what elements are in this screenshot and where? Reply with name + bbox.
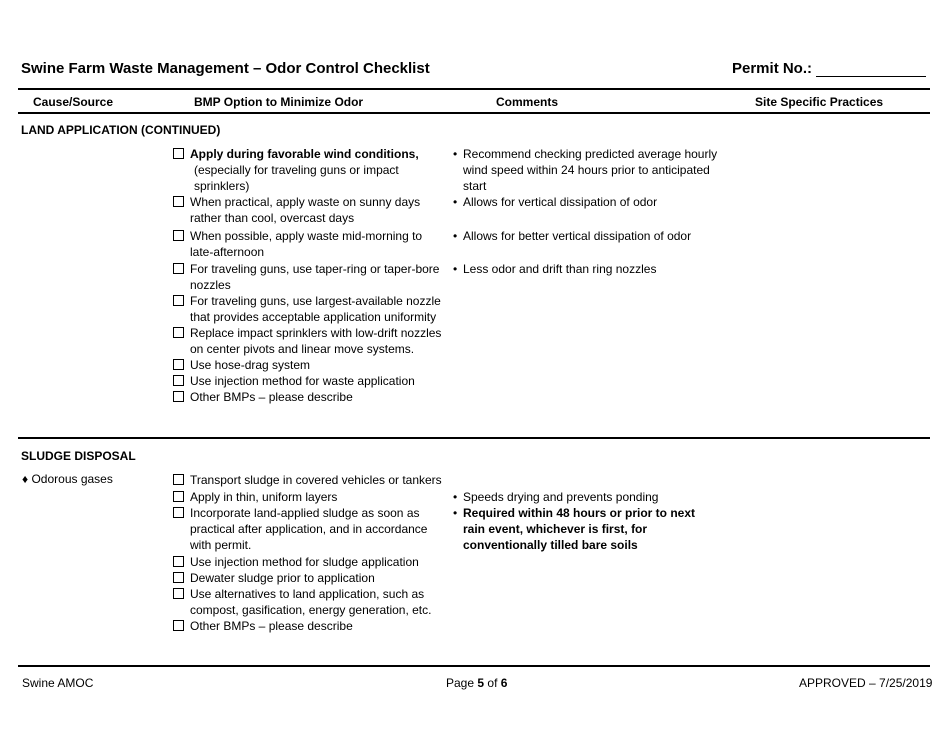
checkbox[interactable]: [173, 230, 184, 241]
checkbox[interactable]: [173, 474, 184, 485]
cause-odorous-gases: [22, 471, 113, 487]
checkbox[interactable]: [173, 263, 184, 274]
comment-item: [453, 505, 758, 553]
bullet-icon: •: [453, 490, 458, 504]
checklist-item[interactable]: [173, 373, 458, 389]
checklist-item[interactable]: [173, 194, 458, 228]
footer-approval: APPROVED – 7/25/2019: [799, 676, 933, 690]
permit-label: Permit No.:: [732, 60, 813, 77]
bmp-text: For traveling guns, use taper-ring or taper-bore nozzles: [190, 262, 440, 292]
section-divider: [18, 437, 930, 439]
checkbox[interactable]: [173, 588, 184, 599]
checklist-item[interactable]: [173, 146, 458, 194]
bmp-text: Incorporate land-applied sludge as soon as practical after application, and in accordance with permit.: [190, 506, 428, 552]
section-heading-land-application: LAND APPLICATION (CONTINUED): [21, 123, 221, 137]
column-header-comments: Comments: [496, 95, 559, 109]
checklist-item[interactable]: [173, 554, 458, 570]
bmp-text: Use alternatives to land application, such as compost, gasification, energy generation, etc.: [190, 587, 432, 617]
checklist-item[interactable]: [173, 489, 458, 505]
bullet-icon: •: [453, 229, 458, 243]
bullet-icon: •: [453, 195, 458, 209]
header-rule: [18, 88, 930, 90]
comment-text: Recommend checking predicted average hourly wind speed within 24 hours prior to anticipated start: [463, 147, 718, 193]
bullet-icon: •: [453, 506, 458, 520]
sludge-disposal-bmp-list: [173, 472, 458, 634]
column-header-cause: Cause/Source: [33, 95, 114, 109]
checklist-item[interactable]: [173, 357, 458, 373]
comment-item: [453, 194, 763, 210]
bullet-icon: •: [453, 147, 458, 161]
checkbox[interactable]: [173, 327, 184, 338]
checkbox[interactable]: [173, 295, 184, 306]
bmp-text: Use injection method for sludge application: [190, 555, 419, 569]
page-title: Swine Farm Waste Management – Odor Control Checklist: [21, 60, 430, 77]
comment-item: [453, 489, 763, 505]
bmp-text: Other BMPs – please describe: [190, 390, 353, 404]
bmp-text: Replace impact sprinklers with low-drift nozzles on center pivots and linear move systems.: [190, 326, 442, 356]
checklist-item[interactable]: [173, 293, 458, 325]
column-header-rule: [18, 112, 930, 114]
checkbox[interactable]: [173, 556, 184, 567]
bmp-text: (especially for traveling guns or impact sprinklers): [194, 163, 399, 193]
checklist-item[interactable]: [173, 228, 458, 261]
checklist-item[interactable]: [173, 261, 458, 293]
checkbox[interactable]: [173, 359, 184, 370]
bmp-text: Other BMPs – please describe: [190, 619, 353, 633]
comment-item: [453, 261, 763, 277]
bmp-text: When possible, apply waste mid-morning to late-afternoon: [190, 229, 423, 259]
comment-item: [453, 228, 763, 244]
checkbox[interactable]: [173, 148, 184, 159]
bullet-icon: •: [453, 262, 458, 276]
bmp-text: Dewater sludge prior to application: [190, 571, 375, 585]
checkbox[interactable]: [173, 507, 184, 518]
cause-text: Odorous gases: [31, 472, 113, 486]
section-heading-sludge-disposal: SLUDGE DISPOSAL: [21, 449, 136, 463]
comment-item: [453, 146, 733, 194]
bmp-text: Transport sludge in covered vehicles or tankers: [190, 473, 442, 487]
comment-text: Required within 48 hours or prior to next rain event, whichever is first, for conventionally tilled bare soils: [463, 506, 696, 552]
diamond-bullet-icon: ♦: [22, 472, 29, 486]
comment-text: Speeds drying and prevents ponding: [463, 490, 659, 504]
checklist-item[interactable]: [173, 570, 458, 586]
footer-left: Swine AMOC: [22, 676, 94, 690]
comment-text: Allows for vertical dissipation of odor: [463, 195, 658, 209]
permit-number: [732, 60, 926, 77]
bmp-text: Use hose-drag system: [190, 358, 311, 372]
checkbox[interactable]: [173, 491, 184, 502]
page-total: 6: [500, 676, 508, 690]
permit-blank-field[interactable]: [816, 62, 926, 77]
bmp-text-bold: Apply during favorable wind conditions,: [190, 147, 419, 161]
bmp-text: Apply in thin, uniform layers: [190, 490, 338, 504]
checkbox[interactable]: [173, 375, 184, 386]
footer-rule: [18, 665, 930, 667]
bmp-text: When practical, apply waste on sunny days rather than cool, overcast days: [190, 195, 421, 225]
page-prefix: Page: [446, 676, 475, 690]
checklist-item[interactable]: [173, 618, 458, 634]
land-application-bmp-list: [173, 146, 458, 405]
comment-text: Less odor and drift than ring nozzles: [463, 262, 657, 276]
page-current: 5: [477, 676, 485, 690]
bmp-text: Use injection method for waste application: [190, 374, 415, 388]
checklist-item[interactable]: [173, 505, 458, 554]
bmp-text: For traveling guns, use largest-available nozzle that provides acceptable application uniformity: [190, 294, 441, 324]
checklist-item[interactable]: [173, 389, 458, 405]
checkbox[interactable]: [173, 620, 184, 631]
comment-text: Allows for better vertical dissipation of odor: [463, 229, 692, 243]
checklist-item[interactable]: [173, 325, 458, 357]
page-of: of: [487, 676, 498, 690]
checklist-item[interactable]: [173, 472, 458, 489]
column-header-bmp: BMP Option to Minimize Odor: [194, 95, 364, 109]
column-header-site: Site Specific Practices: [755, 95, 884, 109]
checkbox[interactable]: [173, 572, 184, 583]
checkbox[interactable]: [173, 391, 184, 402]
page-number: [446, 676, 507, 690]
checkbox[interactable]: [173, 196, 184, 207]
checklist-item[interactable]: [173, 586, 458, 618]
